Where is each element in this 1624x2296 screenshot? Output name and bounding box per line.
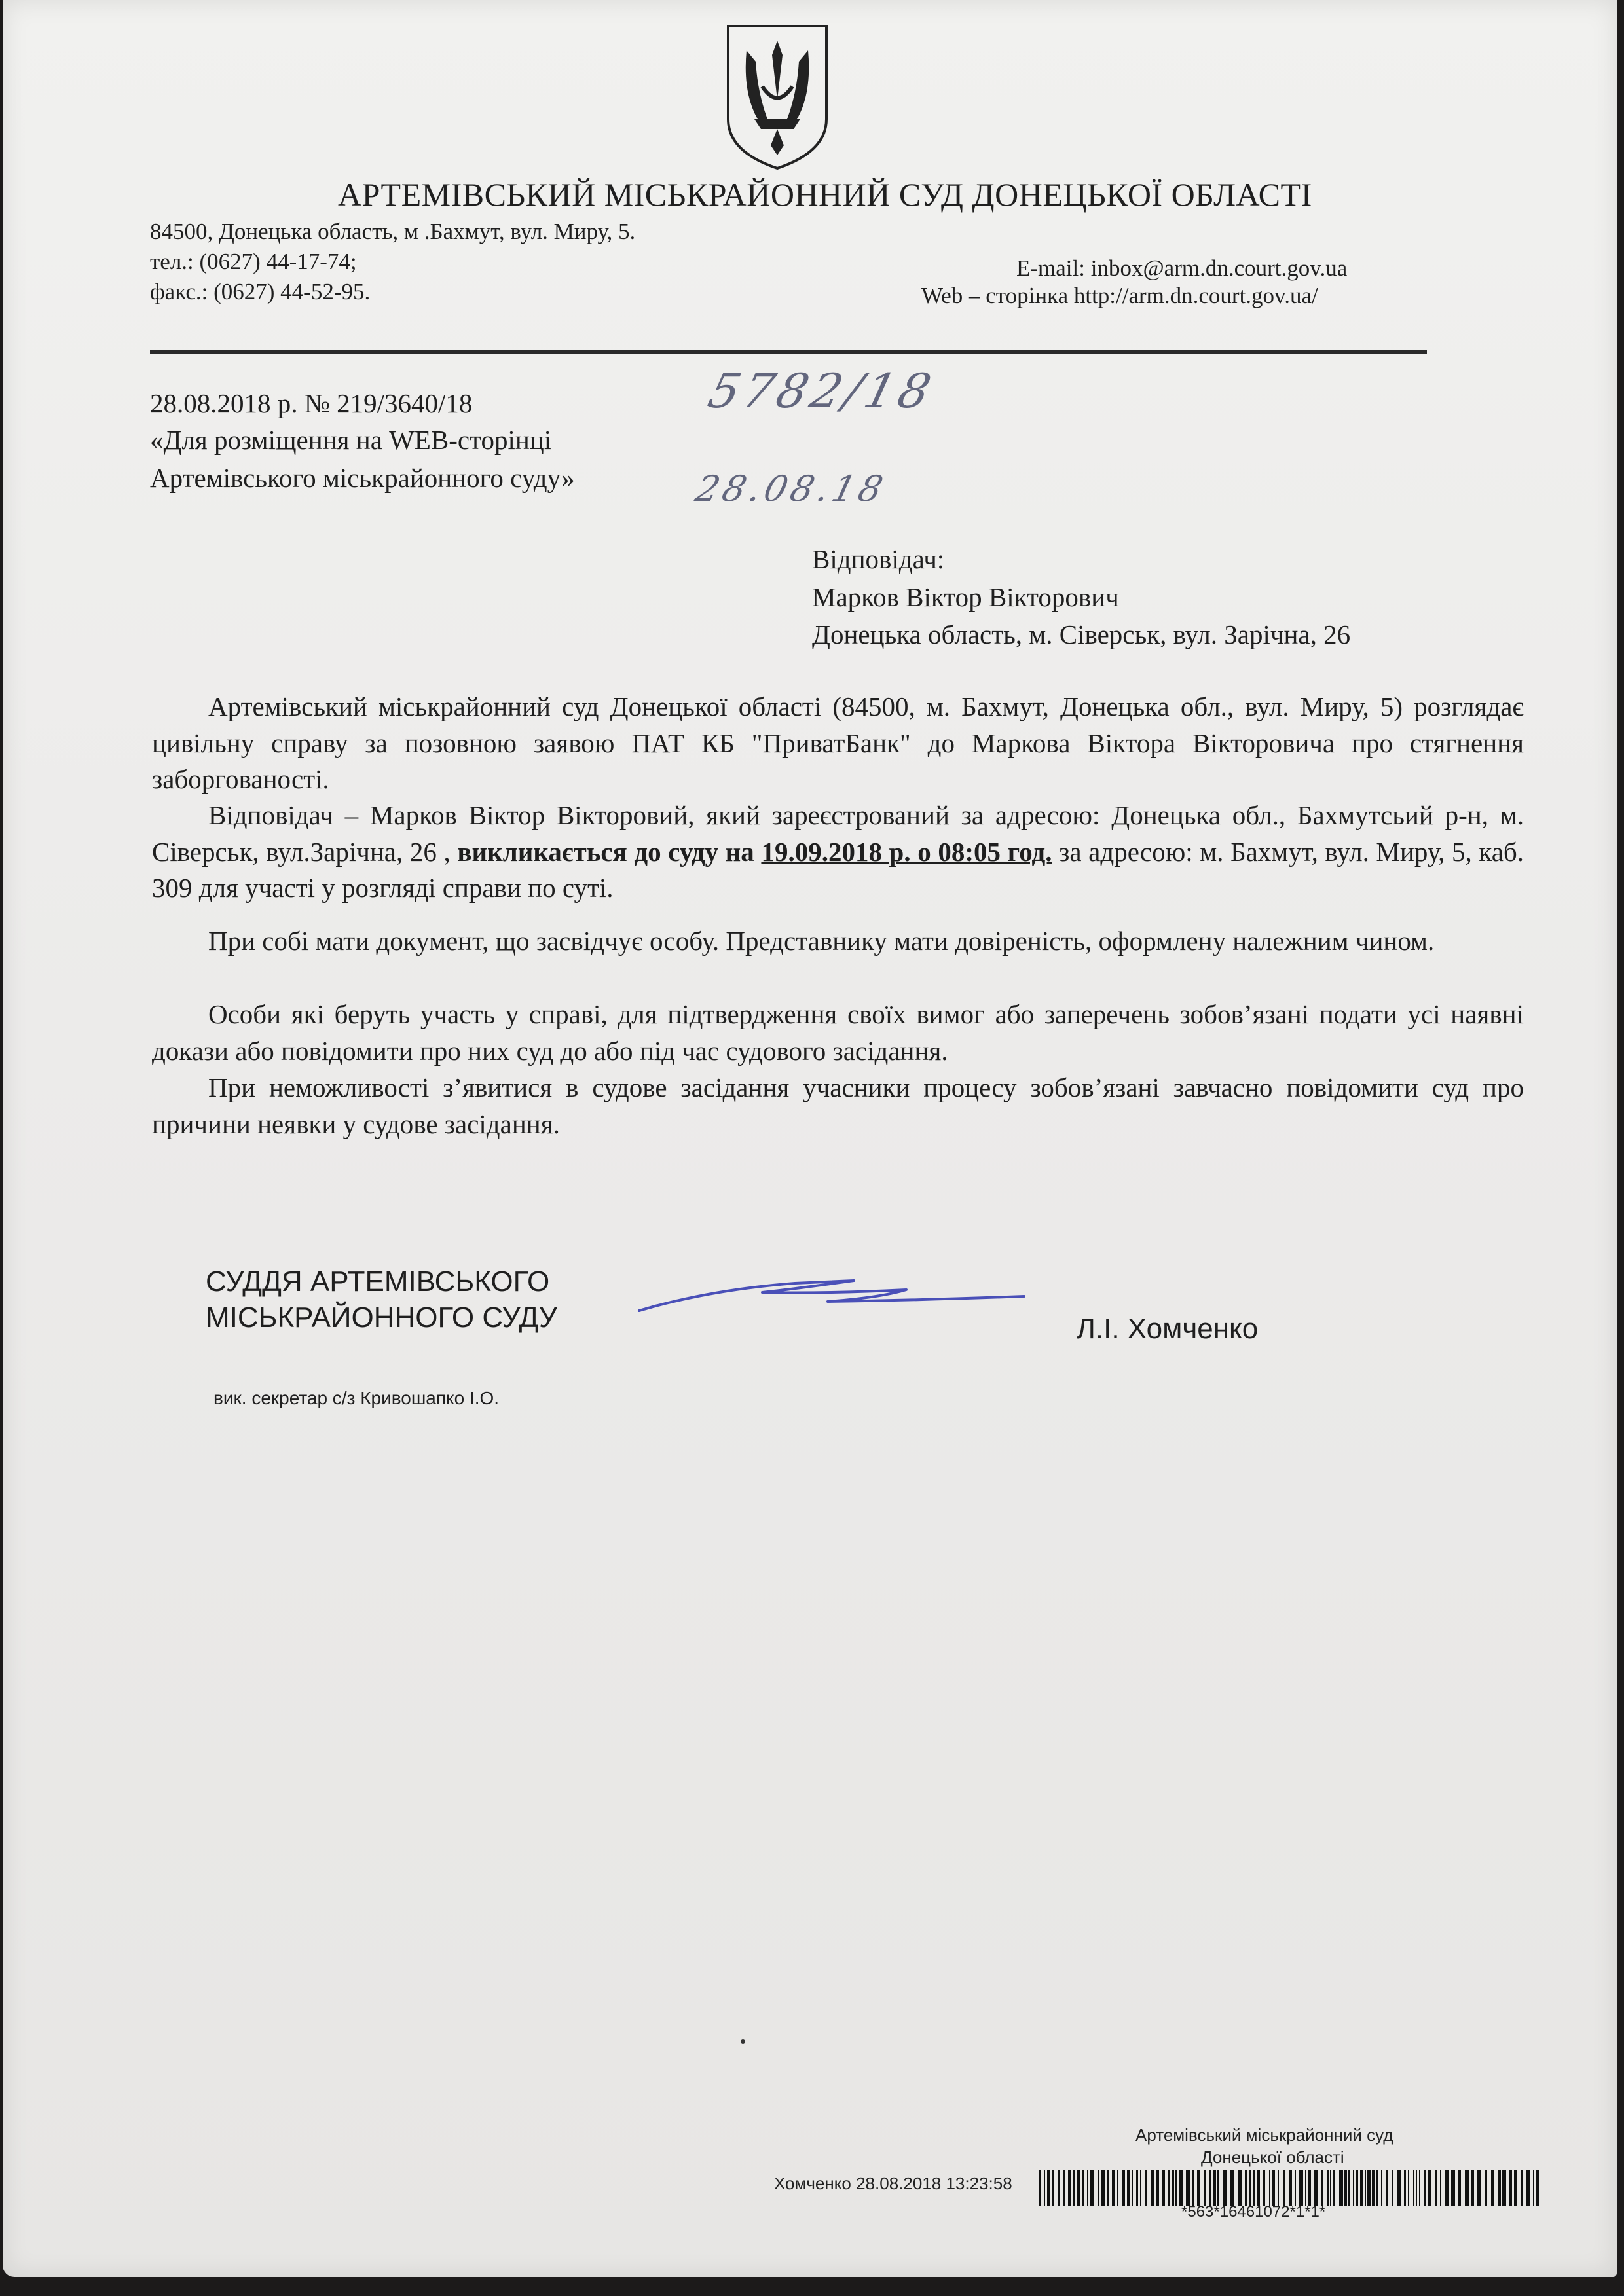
summons-bold-text: викликається до суду на [457, 836, 754, 867]
stamp-court-line-1: Артемівський міськрайонний суд [1135, 2125, 1393, 2145]
stamp-court-line-2: Донецької області [1201, 2147, 1344, 2167]
judge-title-line-1: СУДДЯ АРТЕМІВСЬКОГО [206, 1266, 550, 1298]
date-and-number: 28.08.2018 р. № 219/3640/18 [150, 388, 473, 418]
document-page [3, 0, 1617, 2277]
recipient-role: Відповідач: [812, 544, 945, 574]
paragraph-absence: При неможливості з’явитися в судове засідання учасники процесу зобов’язані завчасно повідомити суд про причини неявки у судове засідання. [152, 1072, 1524, 1139]
stamp-signed-by: Хомченко 28.08.2018 13:23:58 [774, 2174, 1012, 2193]
court-fax: факс.: (0627) 44-52-95. [150, 279, 371, 304]
court-name: АРТЕМІВСЬКИЙ МІСЬКРАЙОННИЙ СУД ДОНЕЦЬКОЇ ОБЛАСТІ [338, 176, 1312, 213]
summons-text-end: за адресою: м. Бахмут, вул. Миру, 5, каб. 309 для участі у розгляді справи по суті. [152, 836, 1524, 903]
judge-name: Л.І. Хомченко [1077, 1313, 1259, 1345]
barcode-text: *563*16461072*1*1* [1181, 2203, 1326, 2221]
paragraph-evidence: Особи які беруть участь у справі, для підтвердження своїх вимог або заперечень зобов’язані подати усі наявні докази або повідомити про них суд до або під час судового засідання. [152, 999, 1524, 1066]
secretary-note: вик. секретар с/з Кривошапко І.О. [213, 1388, 500, 1408]
stray-mark [741, 2039, 745, 2044]
judge-signature [631, 1270, 1037, 1329]
trident-emblem-icon [722, 21, 833, 172]
purpose-line-2: Артемівського міськрайонного суду» [150, 463, 575, 493]
handwritten-registration-number: 5782/18 [703, 363, 940, 418]
court-email: E-mail: inbox@arm.dn.court.gov.ua [1016, 255, 1348, 281]
judge-title-line-2: МІСЬКРАЙОННОГО СУДУ [206, 1302, 557, 1334]
paragraph-summons [152, 797, 1524, 907]
hearing-datetime: 19.09.2018 р. о 08:05 год. [761, 836, 1052, 867]
barcode-icon [1039, 2170, 1543, 2206]
recipient-name: Марков Віктор Вікторович [812, 582, 1119, 612]
summons-text-start: Відповідач – Марков Віктор Вікторовий, який зареєстрований за адресою: Донецька обл., Бахмутсьий р-н, м. Сіверськ, вул.Зарічна, 26 , [152, 800, 1524, 867]
header-divider [150, 350, 1427, 354]
purpose-line-1: «Для розміщення на WEB-сторінці [150, 425, 552, 455]
court-address: 84500, Донецька область, м .Бахмут, вул. Миру, 5. [150, 219, 636, 244]
recipient-address: Донецька область, м. Сіверськ, вул. Зарічна, 26 [812, 619, 1351, 649]
court-phone: тел.: (0627) 44-17-74; [150, 249, 357, 274]
paragraph-case: Артемівський міськрайонний суд Донецької області (84500, м. Бахмут, Донецька обл., вул. Миру, 5) розглядає цивільну справу за позовною заявою ПАТ КБ "ПриватБанк" до Маркова Віктора Вікторовича про стягнення заборгованості. [152, 691, 1524, 794]
handwritten-registration-date: 28.08.18 [692, 468, 891, 509]
court-website: Web – сторінка http://arm.dn.court.gov.ua/ [921, 283, 1318, 308]
paragraph-documents: При собі мати документ, що засвідчує особу. Представнику мати довіреність, оформлену належним чином. [208, 926, 1435, 956]
